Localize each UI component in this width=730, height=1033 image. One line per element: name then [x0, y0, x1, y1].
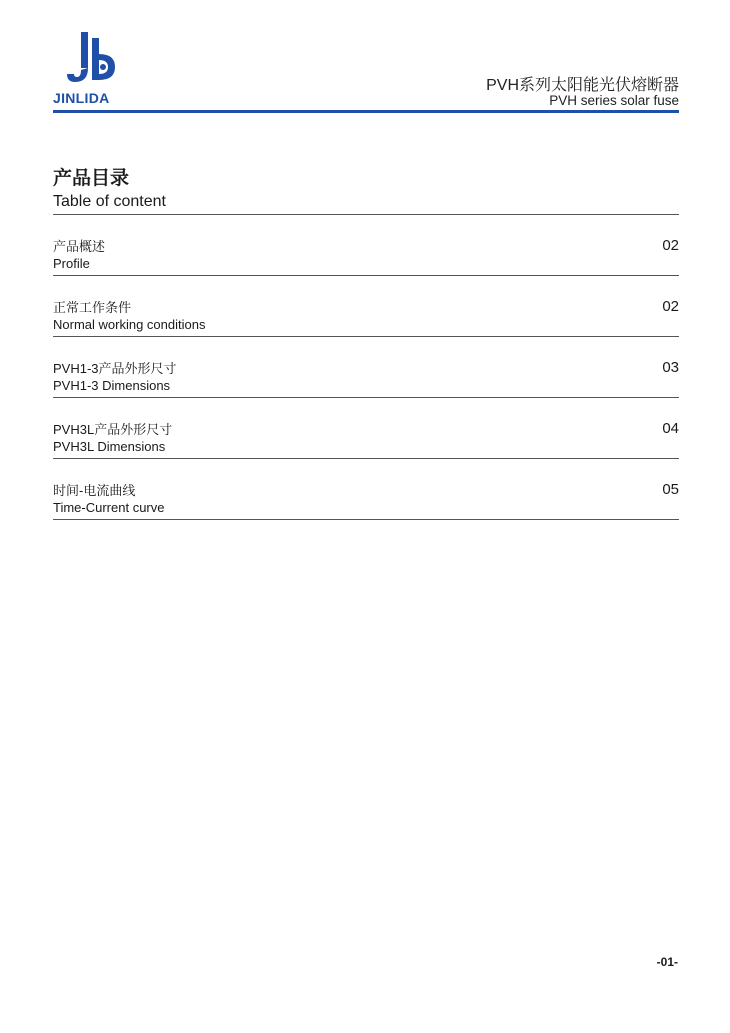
- toc-item-page: 05: [662, 481, 679, 498]
- header-divider: [53, 110, 679, 113]
- toc-item-page: 02: [662, 237, 679, 254]
- toc-item-pvh1-3-dimensions[interactable]: [53, 337, 679, 398]
- toc-item-title-cn: 时间-电流曲线: [53, 483, 136, 498]
- toc-item-title-cn: PVH1-3产品外形尺寸: [53, 361, 177, 376]
- toc-item-title-en: Time-Current curve: [53, 500, 165, 515]
- toc-item-page: 03: [662, 359, 679, 376]
- toc-item-title-en: Normal working conditions: [53, 317, 206, 332]
- toc-item-working-conditions[interactable]: [53, 276, 679, 337]
- jinlida-logo-icon: [53, 30, 133, 108]
- toc-item-title-cn: 产品概述: [53, 239, 106, 254]
- brand-name: JINLIDA: [53, 90, 110, 106]
- page-header: [53, 30, 679, 114]
- document-title-en: PVH series solar fuse: [549, 93, 679, 108]
- toc-item-time-current-curve[interactable]: [53, 459, 679, 520]
- toc-list: [53, 215, 679, 520]
- toc-item-title-cn: PVH3L产品外形尺寸: [53, 422, 173, 437]
- document-title-cn: PVH系列太阳能光伏熔断器: [486, 77, 679, 94]
- toc-item-title-en: PVH3L Dimensions: [53, 439, 166, 454]
- toc-item-title-cn: 正常工作条件: [53, 300, 132, 315]
- toc-item-title-en: PVH1-3 Dimensions: [53, 378, 171, 393]
- page-number: -01-: [656, 955, 678, 969]
- toc-heading-en: Table of content: [53, 193, 166, 210]
- toc-item-title-en: Profile: [53, 256, 90, 271]
- toc-item-page: 04: [662, 420, 679, 437]
- toc-heading: [53, 168, 679, 215]
- toc-item-profile[interactable]: [53, 215, 679, 276]
- toc-item-pvh3l-dimensions[interactable]: [53, 398, 679, 459]
- toc-item-page: 02: [662, 298, 679, 315]
- toc-heading-cn: 产品目录: [53, 168, 130, 189]
